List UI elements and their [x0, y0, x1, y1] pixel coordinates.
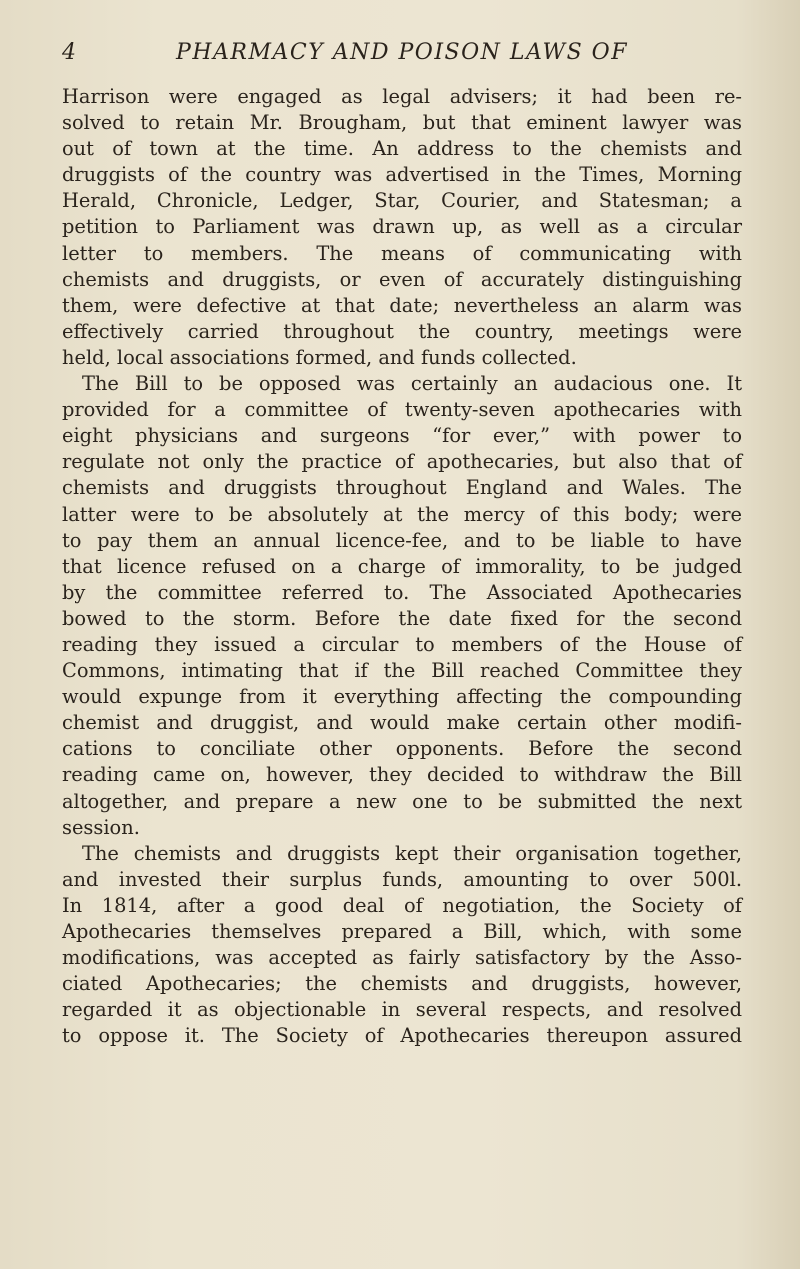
text-line: Harrison were engaged as legal advisers; it had been re-	[62, 85, 742, 108]
text-line: chemist and druggist, and would make certain other modifi-	[62, 711, 742, 735]
text-line: Herald, Chronicle, Ledger, Star, Courier, and Statesman; a	[62, 189, 742, 213]
text-line: to pay them an annual licence-fee, and to be liable to have	[62, 528, 742, 552]
text-line: reading came on, however, they decided to withdraw the Bill	[62, 763, 742, 787]
text-line: solved to retain Mr. Brougham, but that eminent lawyer was	[62, 111, 742, 135]
text-line: petition to Parliament was drawn up, as well as a circular	[62, 215, 742, 239]
text-line: latter were to be absolutely at the mercy of this body; were	[62, 502, 742, 526]
text-line: regarded it as objectionable in several respects, and resolved	[62, 998, 742, 1022]
text-line: out of town at the time. An address to the chemists and	[62, 137, 742, 161]
running-head: PHARMACY AND POISON LAWS OF	[176, 40, 628, 65]
text-line: Apothecaries themselves prepared a Bill, which, with some	[62, 920, 742, 943]
text-line: letter to members. The means of communicating with	[62, 241, 742, 265]
text-line: to oppose it. The Society of Apothecaries thereupon assured	[62, 1024, 742, 1048]
body-text	[62, 84, 742, 1049]
text-line: altogether, and prepare a new one to be submitted the next	[62, 789, 742, 813]
text-line: effectively carried throughout the country, meetings were	[62, 319, 742, 343]
text-line: druggists of the country was advertised in the Times, Morning	[62, 163, 742, 187]
text-line: and invested their surplus funds, amounting to over 500l.	[62, 867, 742, 891]
text-line: Commons, intimating that if the Bill reached Committee they	[62, 659, 742, 683]
text-line: modifications, was accepted as fairly satisfactory by the Asso-	[62, 946, 742, 970]
text-line: chemists and druggists throughout England and Wales. The	[62, 476, 742, 500]
text-line: that licence refused on a charge of immorality, to be judged	[62, 554, 742, 578]
text-line: bowed to the storm. Before the date fixed for the second	[62, 606, 742, 630]
text-line: cations to conciliate other opponents. Before the second	[62, 737, 742, 761]
text-line: by the committee referred to. The Associated Apothecaries	[62, 580, 742, 604]
text-line: chemists and druggists, or even of accurately distinguishing	[62, 267, 742, 291]
text-line: In 1814, after a good deal of negotiation, the Society of	[62, 893, 742, 917]
text-line: The chemists and druggists kept their organisation together,	[82, 841, 742, 865]
page-number: 4	[62, 40, 76, 65]
text-line: ciated Apothecaries; the chemists and druggists, however,	[62, 972, 742, 996]
text-line: would expunge from it everything affecting the compounding	[62, 685, 742, 709]
text-line: provided for a committee of twenty-seven apothecaries with	[62, 398, 742, 422]
page-header	[62, 40, 742, 70]
text-line: eight physicians and surgeons “for ever,” with power to	[62, 424, 742, 448]
text-line: regulate not only the practice of apothecaries, but also that of	[62, 450, 742, 474]
text-line: The Bill to be opposed was certainly an audacious one. It	[82, 372, 742, 396]
text-line: held, local associations formed, and funds collected.	[62, 345, 577, 369]
text-line: them, were defective at that date; nevertheless an alarm was	[62, 293, 742, 317]
text-line: reading they issued a circular to members of the House of	[62, 632, 742, 656]
text-line: session.	[62, 815, 140, 839]
